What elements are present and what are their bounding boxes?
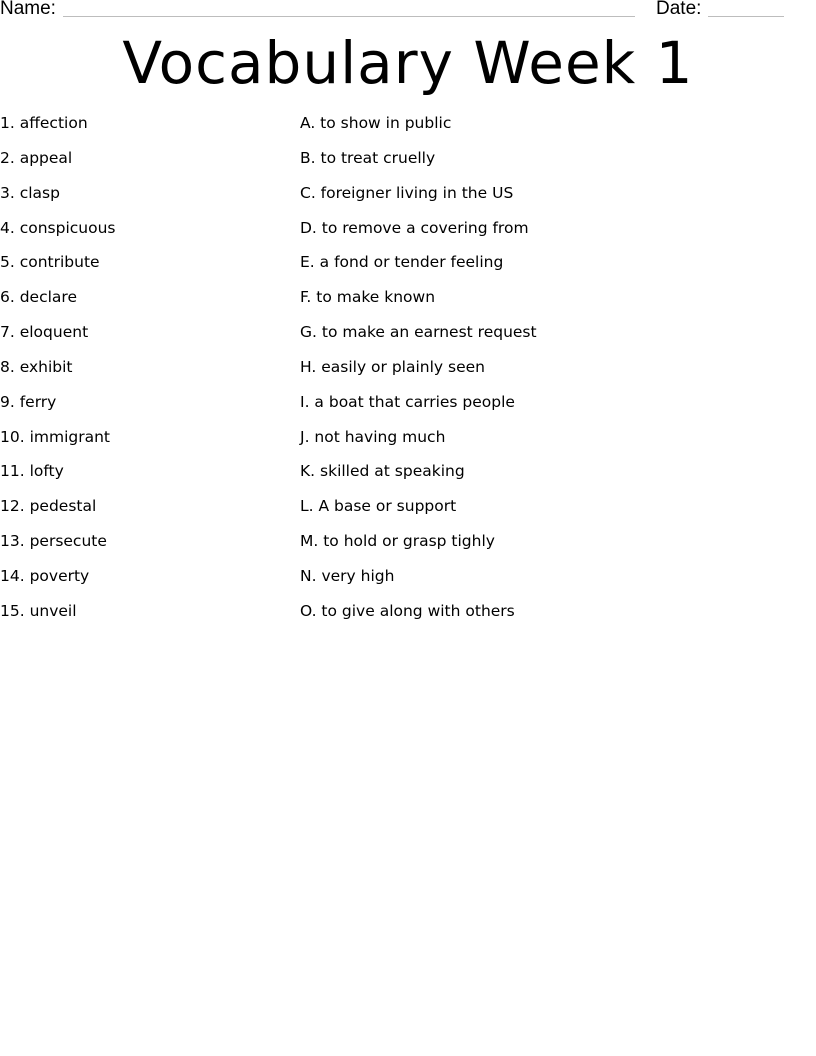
definition-item: H. easily or plainly seen: [300, 357, 485, 376]
definition-item: L. A base or support: [300, 497, 457, 516]
definition-item: I. a boat that carries people: [300, 392, 515, 411]
definition-item: C. foreigner living in the US: [300, 183, 514, 202]
word-item: 2. appeal: [0, 148, 73, 167]
word-item: 13. persecute: [0, 532, 107, 551]
word-item: 15. unveil: [0, 601, 77, 620]
date-label: Date:: [656, 0, 702, 19]
definition-item: K. skilled at speaking: [300, 462, 465, 481]
page-title: Vocabulary Week 1: [122, 29, 694, 97]
word-item: 5. contribute: [0, 253, 100, 272]
name-label: Name:: [0, 0, 56, 19]
word-item: 9. ferry: [0, 392, 57, 411]
definition-item: F. to make known: [300, 288, 436, 307]
word-list: [0, 112, 280, 635]
definition-item: A. to show in public: [300, 114, 452, 132]
definition-item: J. not having much: [300, 427, 446, 446]
word-item: 14. poverty: [0, 566, 90, 585]
definition-item: E. a fond or tender feeling: [300, 253, 504, 272]
word-item: 3. clasp: [0, 183, 60, 202]
definition-list: [300, 112, 800, 635]
word-item: 11. lofty: [0, 462, 64, 481]
date-blank-line[interactable]: [708, 16, 784, 17]
header: [0, 0, 816, 22]
definition-item: O. to give along with others: [300, 601, 515, 620]
word-item: 4. conspicuous: [0, 218, 116, 237]
definition-item: M. to hold or grasp tighly: [300, 532, 495, 551]
name-blank-line[interactable]: [63, 16, 635, 17]
word-item: 10. immigrant: [0, 427, 110, 446]
word-item: 1. affection: [0, 114, 88, 132]
word-item: 12. pedestal: [0, 497, 97, 516]
definition-item: N. very high: [300, 566, 395, 585]
word-item: 8. exhibit: [0, 357, 73, 376]
word-item: 6. declare: [0, 288, 77, 307]
word-item: 7. eloquent: [0, 323, 89, 342]
definition-item: B. to treat cruelly: [300, 148, 436, 167]
definition-item: G. to make an earnest request: [300, 323, 537, 342]
definition-item: D. to remove a covering from: [300, 218, 529, 237]
